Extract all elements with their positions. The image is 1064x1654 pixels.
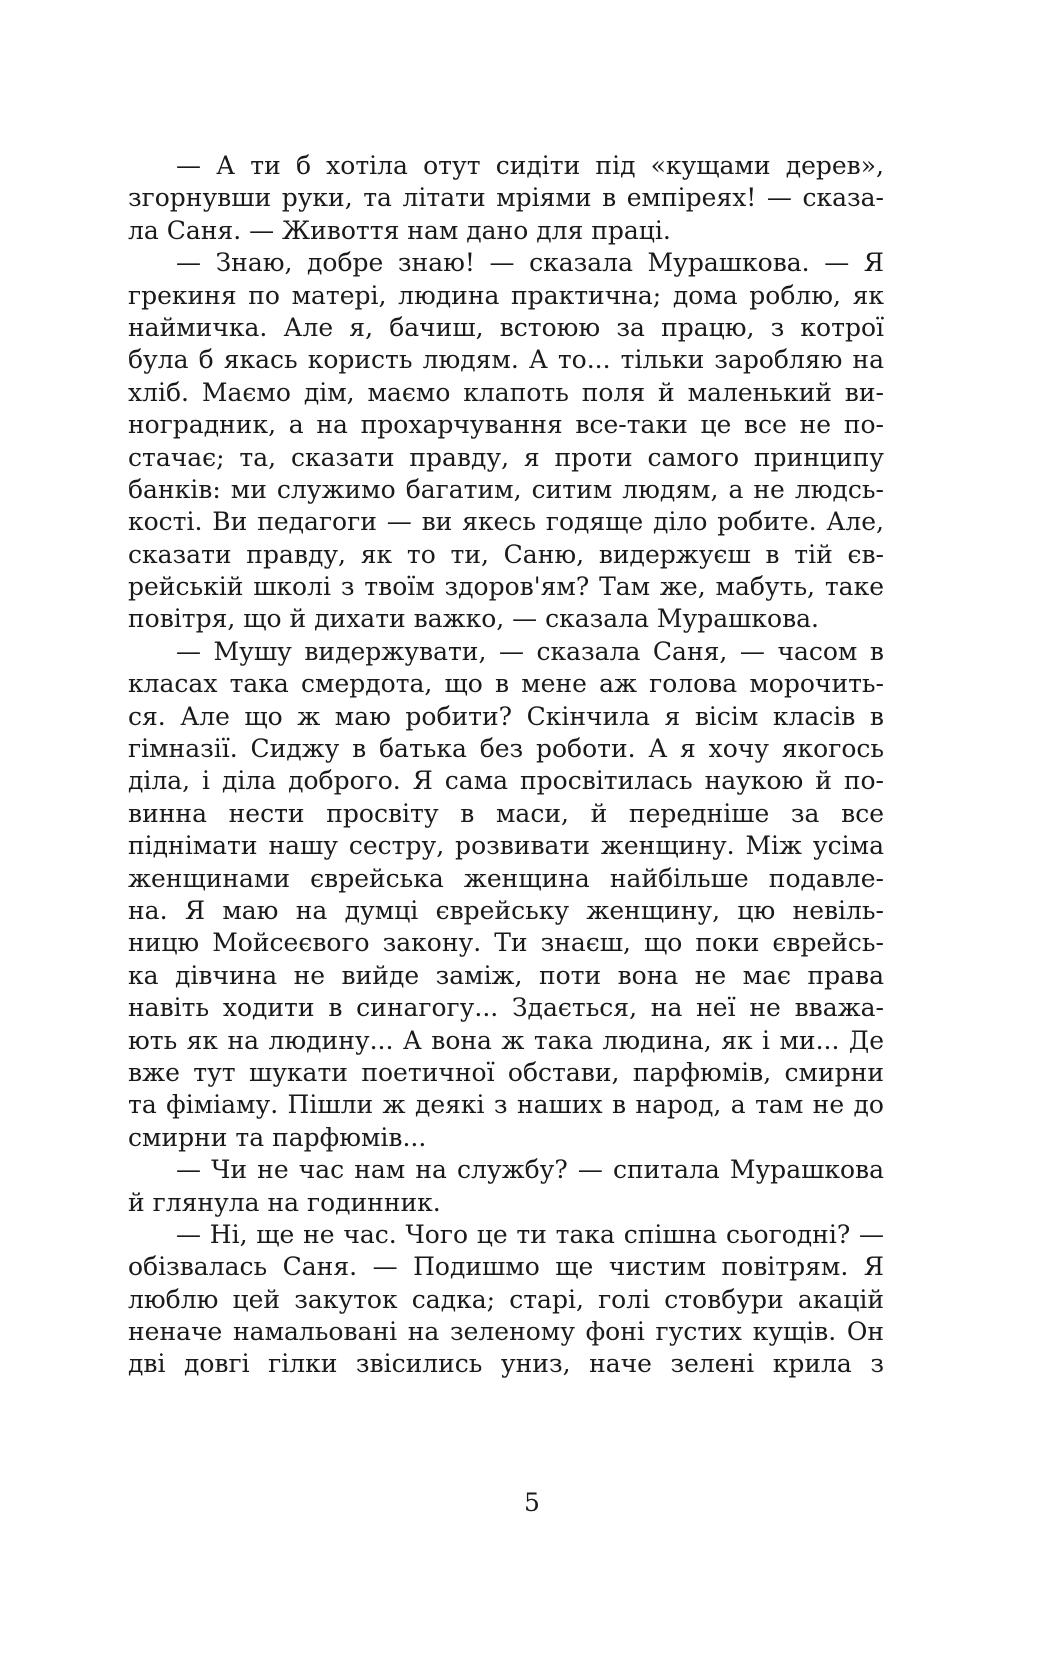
page-number: 5 (524, 1488, 540, 1517)
paragraph (128, 1219, 884, 1381)
text-line: обізвалась Саня. — Подишмо ще чистим повітрям. Я (128, 1252, 884, 1282)
text-line: люблю цей закуток садка; старі, голі стовбури акацій (128, 1284, 884, 1314)
text-line: на. Я маю на думці єврейську женщину, цю невіль- (128, 895, 884, 925)
text-line: дві довгі гілки звісились униз, наче зелені крила з (128, 1349, 884, 1379)
text-line: ницю Мойсеєвого закону. Ти знаєш, що поки єврейсь- (128, 928, 884, 958)
text-line: класах така смердота, що в мене аж голова морочить- (128, 669, 884, 699)
text-line: повітря, що й дихати важко, — сказала Мурашкова. (128, 604, 819, 634)
text-line: гімназії. Сиджу в батька без роботи. А я хочу якогось (128, 734, 884, 764)
text-line: — Чи не час нам на службу? — спитала Мурашкова (176, 1155, 884, 1185)
text-line: піднімати нашу сестру, розвивати женщину. Між усіма (128, 831, 884, 861)
text-line: винна нести просвіту в маси, й передніше за все (128, 798, 884, 828)
text-line: вже тут шукати поетичної обстави, парфюмів, смирни (128, 1057, 884, 1087)
paragraph (128, 1154, 884, 1219)
text-line: сказати правду, як то ти, Саню, видержуєш в тій єв- (128, 539, 884, 569)
text-line: діла, і діла доброго. Я сама просвітилась наукою й по- (128, 766, 884, 796)
text-line: та фіміаму. Пішли ж деякі з наших в народ, а там не до (128, 1090, 884, 1120)
text-line: ють як на людину... А вона ж така людина, як і ми... Де (128, 1025, 884, 1055)
text-line: — Ні, ще не час. Чого це ти така спішна сьогодні? — (176, 1219, 884, 1249)
text-line: й глянула на годинник. (128, 1187, 441, 1217)
text-line: — А ти б хотіла отут сидіти під «кущами дерев», (176, 151, 884, 180)
text-line: рейській школі з твоїм здоров'ям? Там же, мабуть, таке (128, 572, 884, 602)
text-line: — Мушу видержувати, — сказала Саня, — часом в (176, 636, 884, 666)
text-line: ся. Але що ж маю робити? Скінчила я вісім класів в (128, 701, 884, 731)
text-line: неначе намальовані на зеленому фоні густих кущів. Он (128, 1317, 884, 1347)
paragraph (128, 150, 884, 247)
body-text (128, 150, 884, 1381)
text-line: — Знаю, добре знаю! — сказала Мурашкова. — Я (176, 248, 884, 278)
text-line: кості. Ви педагоги — ви якесь годяще діло робите. Але, (128, 507, 884, 537)
text-line: була б якась користь людям. А то... тільки заробляю на (128, 345, 884, 375)
paragraph (128, 636, 884, 1154)
text-line: хліб. Маємо дім, маємо клапоть поля й маленький ви- (128, 377, 884, 407)
text-line: женщинами єврейська женщина найбільше подавле- (128, 863, 884, 893)
text-line: згорнувши руки, та літати мріями в емпіреях! — сказа- (128, 183, 884, 213)
text-line: банків: ми служимо багатим, ситим людям, а не людсь- (128, 474, 884, 504)
paragraph (128, 247, 884, 636)
text-line: наймичка. Але я, бачиш, встоюю за працю, з котрої (128, 312, 884, 342)
text-line: стачає; та, сказати правду, я проти самого принципу (128, 442, 884, 472)
text-line: ла Саня. — Живоття нам дано для праці. (128, 215, 671, 245)
text-line: навіть ходити в синагогу... Здається, на неї не вважа- (128, 993, 884, 1023)
text-line: ка дівчина не вийде заміж, поти вона не має права (128, 960, 884, 990)
text-line: ноградник, а на прохарчування все-таки це все не по- (128, 410, 884, 440)
text-line: грекиня по матері, людина практична; дома роблю, як (128, 280, 884, 310)
text-line: смирни та парфюмів... (128, 1122, 427, 1152)
